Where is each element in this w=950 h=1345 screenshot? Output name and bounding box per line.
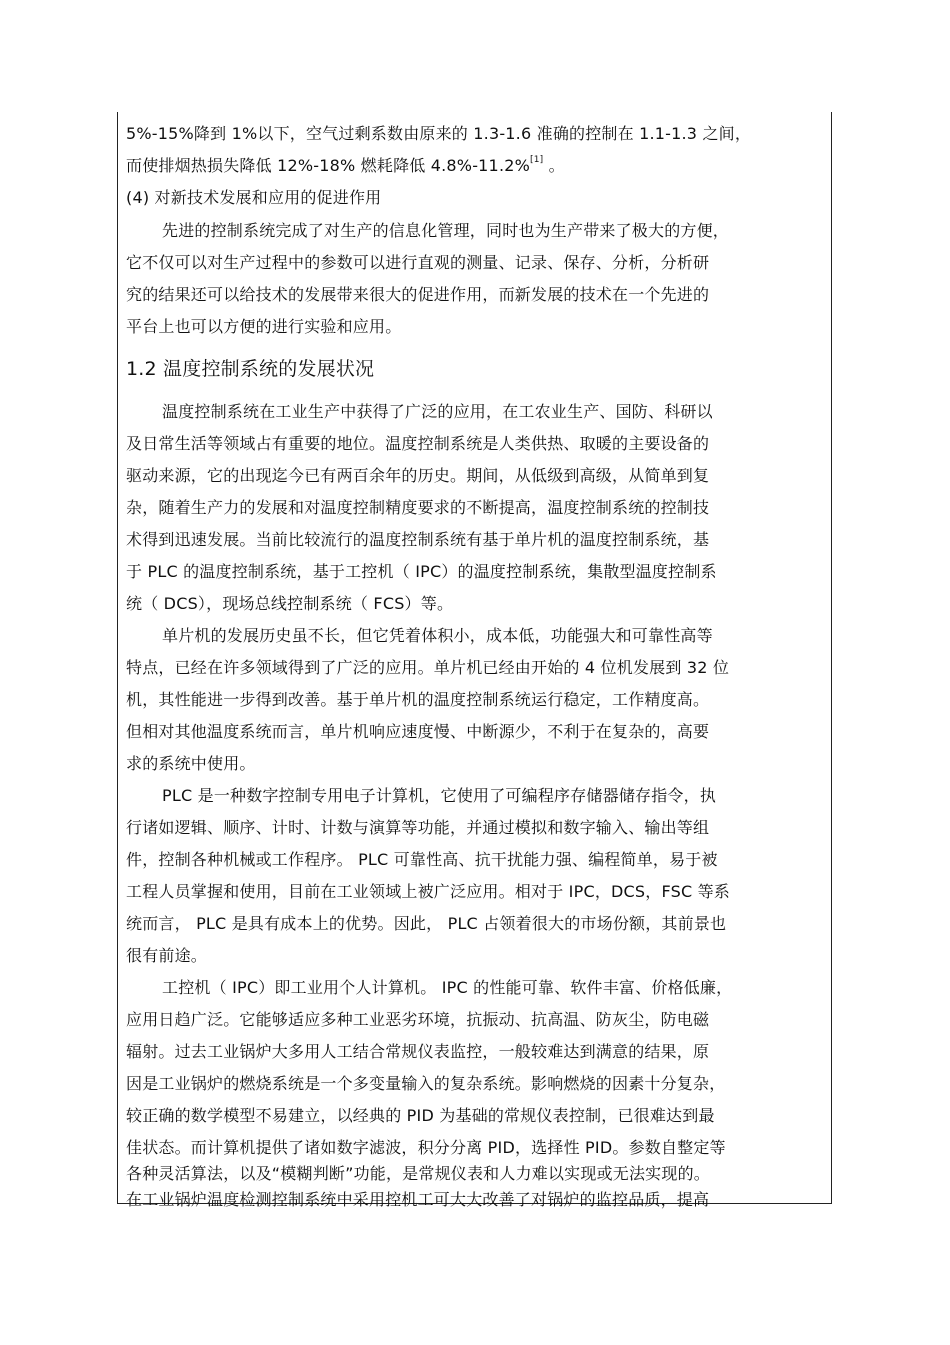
paragraph-line: 行诸如逻辑、顺序、计时、计数与演算等功能，并通过模拟和数字输入、输出等组 [126,818,710,837]
paragraph-line: 术得到迅速发展。当前比较流行的温度控制系统有基于单片机的温度控制系统，基 [126,530,710,549]
paragraph-line: 单片机的发展历史虽不长，但它凭着体积小，成本低，功能强大和可靠性高等 [162,626,713,645]
paragraph-line: 件，控制各种机械或工作程序。 PLC 可靠性高、抗干扰能力强、编程简单，易于被 [126,850,718,869]
paragraph-line: 较正确的数学模型不易建立，以经典的 PID 为基础的常规仪表控制，已很难达到最 [126,1106,715,1125]
paragraph-line: 杂，随着生产力的发展和对温度控制精度要求的不断提高，温度控制系统的控制技 [126,498,710,517]
paragraph-line-last: 在工业锅炉温度检测控制系统中采用控机工可大大改善了对锅炉的监控品质，提高 [126,1190,710,1209]
paragraph-line: 工程人员掌握和使用，目前在工业领域上被广泛应用。相对于 IPC，DCS，FSC 等系 [126,882,731,901]
paragraph-line: 驱动来源，它的出现迄今已有两百余年的历史。期间，从低级到高级，从简单到复 [126,466,710,485]
paragraph-line: 于 PLC 的温度控制系统，基于工控机（ IPC）的温度控制系统，集散型温度控制系 [126,562,717,581]
paragraph-line: 统（ DCS），现场总线控制系统（ FCS）等。 [126,594,454,613]
paragraph-line: 它不仅可以对生产过程中的参数可以进行直观的测量、记录、保存、分析，分析研 [126,253,710,272]
paragraph-line: 平台上也可以方便的进行实验和应用。 [126,317,402,336]
paragraph-line: 求的系统中使用。 [126,754,256,773]
paragraph-line: 及日常生活等领域占有重要的地位。温度控制系统是人类供热、取暖的主要设备的 [126,434,710,453]
section-heading: 1.2 温度控制系统的发展状况 [126,358,375,380]
paragraph-line: 辐射。过去工业锅炉大多用人工结合常规仪表监控，一般较难达到满意的结果，原 [126,1042,710,1061]
citation-ref: [1] [530,155,544,165]
paragraph-line: 因是工业锅炉的燃烧系统是一个多变量输入的复杂系统。影响燃烧的因素十分复杂， [126,1074,726,1093]
paragraph-line: PLC 是一种数字控制专用电子计算机，它使用了可编程序存储器储存指令，执 [162,786,717,805]
paragraph-line: 佳状态。而计算机提供了诸如数字滤波，积分分离 PID，选择性 PID。参数自整定等 [126,1138,726,1157]
paragraph-line: 但相对其他温度系统而言，单片机响应速度慢、中断源少，不利于在复杂的，高要 [126,722,710,741]
paragraph-line: 5%-15%降到 1%以下，空气过剩系数由原来的 1.3-1.6 准确的控制在 1.1-1.3 之间， [126,124,752,143]
paragraph-line: 各种灵活算法，以及“模糊判断”功能，是常规仪表和人力难以实现或无法实现的。 [126,1164,710,1183]
paragraph-line: 机，其性能进一步得到改善。基于单片机的温度控制系统运行稳定，工作精度高。 [126,690,710,709]
paragraph-line: 很有前途。 [126,946,208,965]
paragraph-line-with-citation [126,150,565,182]
paragraph-line: 工控机（ IPC）即工业用个人计算机。 IPC 的性能可靠、软件丰富、价格低廉， [162,978,733,997]
paragraph-line: 先进的控制系统完成了对生产的信息化管理，同时也为生产带来了极大的方便， [162,221,730,240]
paragraph-line: 统而言， PLC 是具有成本上的优势。因此， PLC 占领着很大的市场份额，其前景也 [126,914,727,933]
paragraph-line: 应用日趋广泛。它能够适应多种工业恶劣环境，抗振动、抗高温、防灰尘，防电磁 [126,1010,710,1029]
paragraph-line: 温度控制系统在工业生产中获得了广泛的应用，在工农业生产、国防、科研以 [162,402,713,421]
line-text: 而使排烟热损失降低 12%-18% 燃耗降低 4.8%-11.2% [126,156,531,175]
line-end: 。 [543,156,565,175]
paragraph-line: 究的结果还可以给技术的发展带来很大的促进作用，而新发展的技术在一个先进的 [126,285,710,304]
item-4-label: (4) 对新技术发展和应用的促进作用 [126,188,382,207]
paragraph-line: 特点，已经在许多领域得到了广泛的应用。单片机已经由开始的 4 位机发展到 32 位 [126,658,730,677]
